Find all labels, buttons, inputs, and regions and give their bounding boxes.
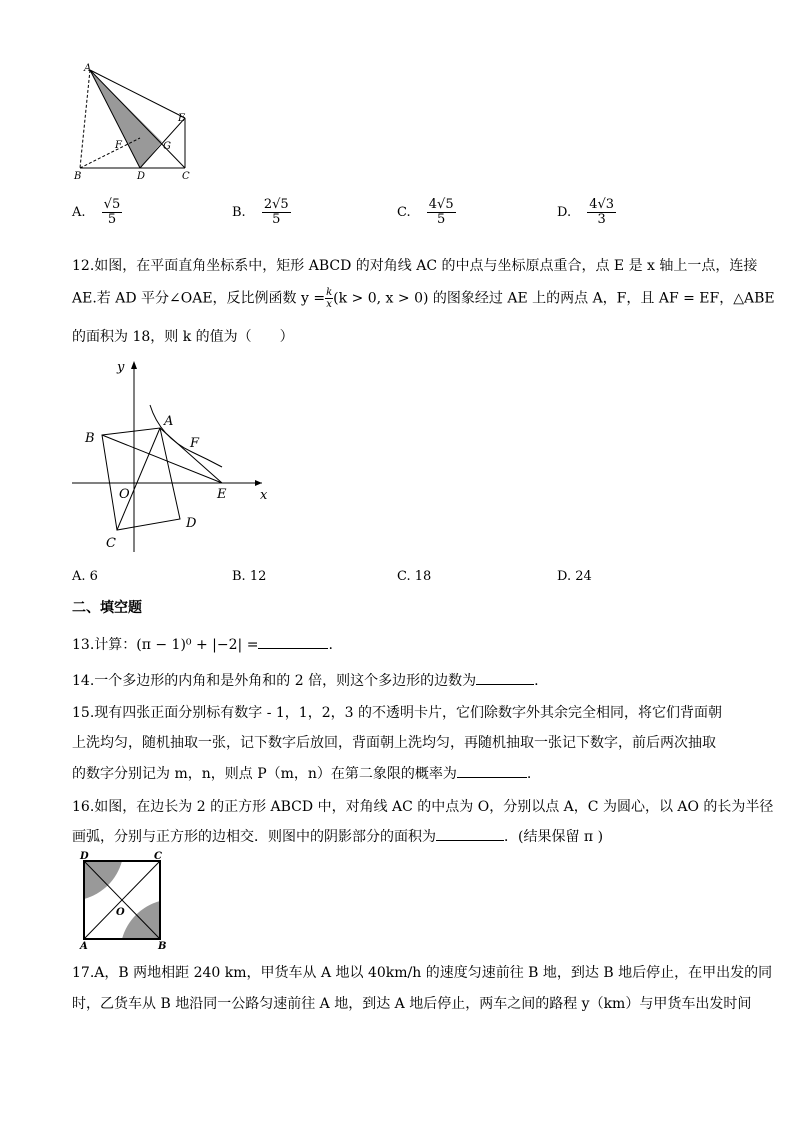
figure-q16	[78, 851, 170, 951]
label-d: D	[80, 851, 89, 862]
label-y: y	[117, 360, 125, 375]
label-f: F	[190, 436, 200, 451]
section-fill-in-heading: 二、填空题	[72, 600, 142, 616]
q15-line1: 15.现有四张正面分别标有数字 - 1，1，2，3 的不透明卡片，它们除数字外其余完全相同，将它们背面朝	[72, 705, 722, 721]
q12-line3: 的面积为 18，则 k 的值为（ ）	[72, 329, 294, 345]
label-o: O	[119, 487, 130, 502]
figure-q12	[72, 357, 282, 557]
q16-line2: 画弧，分别与正方形的边相交．则图中的阴影部分的面积为 ．(结果保留 π )	[72, 826, 603, 847]
q12-option-c: C. 18	[397, 569, 432, 584]
label-b: B	[158, 941, 167, 951]
answer-blank[interactable]	[457, 763, 527, 778]
q15-line3: 的数字分别记为 m，n，则点 P（m，n）在第二象限的概率为 .	[72, 763, 531, 784]
label-a: A	[84, 63, 92, 74]
label-a: A	[164, 414, 174, 429]
label-c: C	[154, 851, 162, 862]
label-b: B	[74, 171, 82, 182]
q13: 13.计算：(π − 1)⁰ + |−2| = .	[72, 634, 333, 655]
q12-line2: AE.若 AD 平分∠OAE，反比例函数 y = $\frac{k}{x}$ (k > 0, x > 0) 的图象经过 AE 上的两点 A，F，且 AF = EF，△ABE	[72, 287, 775, 310]
label-c: C	[182, 171, 190, 182]
answer-blank[interactable]	[476, 670, 534, 685]
q17-line2: 时，乙货车从 B 地沿同一公路匀速前往 A 地，到达 A 地后停止，两车之间的路程 y（km）与甲货车出发时间	[72, 996, 752, 1012]
q14: 14.一个多边形的内角和是外角和的 2 倍，则这个多边形的边数为 .	[72, 670, 539, 691]
q11-option-c: C. $\frac{4√5}{5}$	[397, 197, 454, 227]
label-e: E	[178, 113, 186, 124]
label-f: F	[115, 140, 122, 151]
label-e: E	[217, 487, 227, 502]
label-d: D	[186, 516, 197, 531]
label-g: G	[163, 141, 171, 152]
figure-q11	[70, 60, 210, 185]
q11-option-a: A. $\frac{√5}{5}$	[72, 197, 121, 227]
answer-blank[interactable]	[258, 634, 328, 649]
q11-option-d: D. $\frac{4√3}{3}$	[557, 197, 615, 227]
q11-option-b: B. $\frac{2√5}{5}$	[232, 197, 289, 227]
label-d: D	[137, 171, 146, 182]
answer-blank[interactable]	[436, 826, 504, 841]
label-x: x	[260, 488, 268, 503]
q12-option-d: D. 24	[557, 569, 592, 584]
q16-line1: 16.如图，在边长为 2 的正方形 ABCD 中，对角线 AC 的中点为 O，分别以点 A，C 为圆心，以 AO 的长为半径	[72, 799, 774, 815]
label-a: A	[80, 941, 88, 951]
q17-line1: 17.A，B 两地相距 240 km，甲货车从 A 地以 40km/h 的速度匀速前往 B 地，到达 B 地后停止，在甲出发的同	[72, 965, 773, 981]
label-b: B	[85, 431, 95, 446]
q12-line1: 12.如图，在平面直角坐标系中，矩形 ABCD 的对角线 AC 的中点与坐标原点重合，点 E 是 x 轴上一点，连接	[72, 258, 758, 274]
label-o: O	[116, 907, 125, 918]
q12-option-b: B. 12	[232, 569, 267, 584]
label-c: C	[106, 536, 116, 551]
q15-line2: 上洗均匀，随机抽取一张，记下数字后放回，背面朝上洗均匀，再随机抽取一张记下数字，前后两次抽取	[72, 735, 716, 751]
shaded-triangle	[90, 70, 162, 168]
q12-option-a: A. 6	[72, 569, 98, 584]
